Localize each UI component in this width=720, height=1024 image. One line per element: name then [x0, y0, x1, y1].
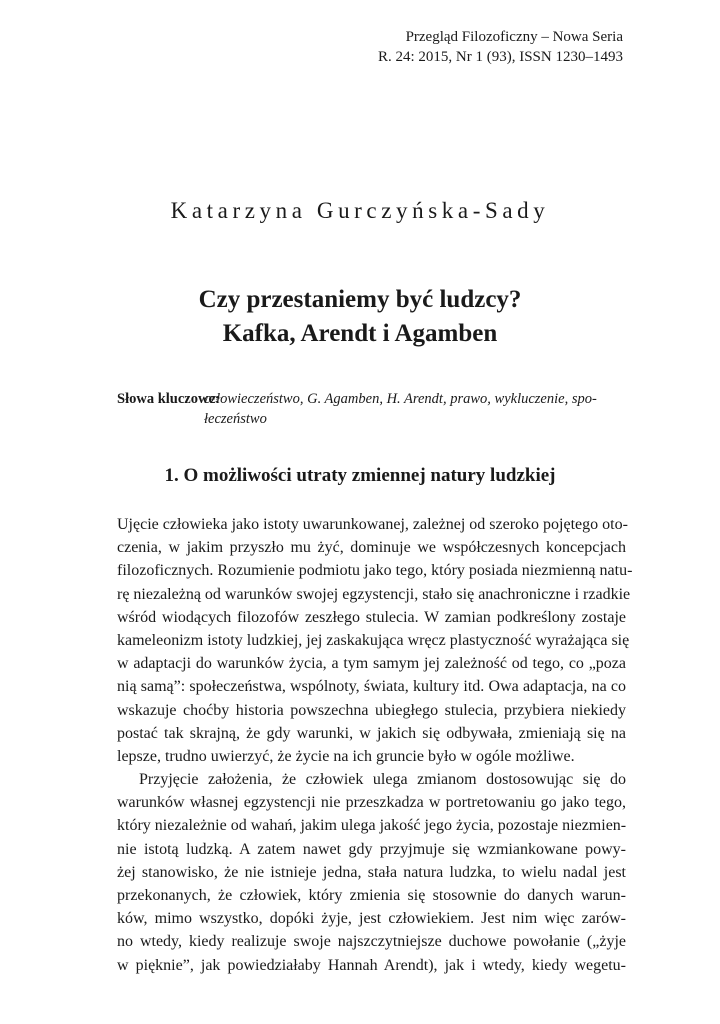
- body-text: [117, 513, 633, 977]
- body-line: który niezależnie od wahań, jakim ulega jakość jego życia, pozostaje niezmien-: [117, 817, 627, 835]
- body-line: nią samą”: społeczeństwa, wspólnoty, świata, kultury itd. Owa adaptacja, na co: [117, 678, 626, 696]
- body-line: wskazuje choćby historia powszechna ubiegłego stulecia, przybiera niekiedy: [117, 701, 626, 719]
- body-line: ków, mimo wszystko, dopóki żyje, jest człowiekiem. Jest nim więc zarów-: [117, 910, 626, 928]
- article-title: [0, 283, 720, 351]
- keywords-list: [204, 389, 627, 429]
- body-line: lepsze, trudno uwierzyć, że życie na ich gruncie było w ogóle możliwe.: [117, 747, 575, 765]
- body-line: Przyjęcie założenia, że człowiek ulega zmianom dostosowując się do: [139, 771, 626, 789]
- title-line-1: Czy przestaniemy być ludzcy?: [198, 286, 522, 313]
- body-line: postać tak skrajną, że gdy warunki, w jakich się odbywała, zmieniają się na: [117, 724, 626, 742]
- title-line-2: Kafka, Arendt i Agamben: [222, 320, 498, 347]
- body-line: w pięknie”, jak powiedziałaby Hannah Arendt), jak i wtedy, kiedy wegetu-: [117, 956, 626, 974]
- body-line: rę niezależną od warunków swojej egzystencji, stało się anachroniczne i rzadkie: [117, 585, 631, 603]
- section-heading: 1. O możliwości utraty zmiennej natury ludzkiej: [164, 465, 556, 486]
- body-line: przekonanych, że człowiek, który zmienia się stosownie do danych warun-: [117, 887, 626, 904]
- body-line: wśród wiodących filozofów zeszłego stulecia. W zamian podkreślony zostaje: [117, 608, 626, 626]
- body-line: w adaptacji do warunków życia, a tym samym jej zależność od tego, co „poza: [117, 655, 626, 673]
- body-line: kameleonizm istoty ludzkiej, jej zaskakująca wręcz plastyczność wyrażająca się: [117, 631, 630, 649]
- journal-header: [378, 27, 623, 67]
- keywords-label: Słowa kluczowe:: [117, 391, 220, 407]
- keywords-block: [117, 389, 627, 429]
- body-line: filozoficznych. Rozumienie podmiotu jako tego, który posiada niezmienną natu-: [117, 562, 633, 580]
- journal-name: Przegląd Filozoficzny – Nowa Seria: [405, 29, 623, 45]
- body-line: no wtedy, kiedy realizuje swoje najszczytniejsze duchowe powołanie („żyje: [117, 933, 626, 951]
- journal-issue: R. 24: 2015, Nr 1 (93), ISSN 1230–1493: [377, 49, 623, 65]
- body-line: Ujęcie człowieka jako istoty uwarunkowanej, zależnej od szeroko pojętego oto-: [117, 516, 628, 533]
- body-line: żej stanowisko, że nie istnieje jedna, stała natura ludzka, to wielu nadal jest: [117, 863, 626, 881]
- keywords-line-1: człowieczeństwo, G. Agamben, H. Arendt, prawo, wykluczenie, spo-: [204, 391, 597, 407]
- body-line: warunków własnej egzystencji nie przeszkadza w portretowaniu go jako tego,: [117, 794, 626, 812]
- keywords-line-2: łeczeństwo: [204, 411, 267, 427]
- body-line: czenia, w jakim przyszło mu żyć, dominuje we współczesnych koncepcjach: [117, 539, 626, 557]
- body-line: nie istotą ludzką. A zatem nawet gdy przyjmuje się wzmiankowane powy-: [117, 840, 626, 858]
- author-name: Katarzyna Gurczyńska-Sady: [170, 198, 550, 223]
